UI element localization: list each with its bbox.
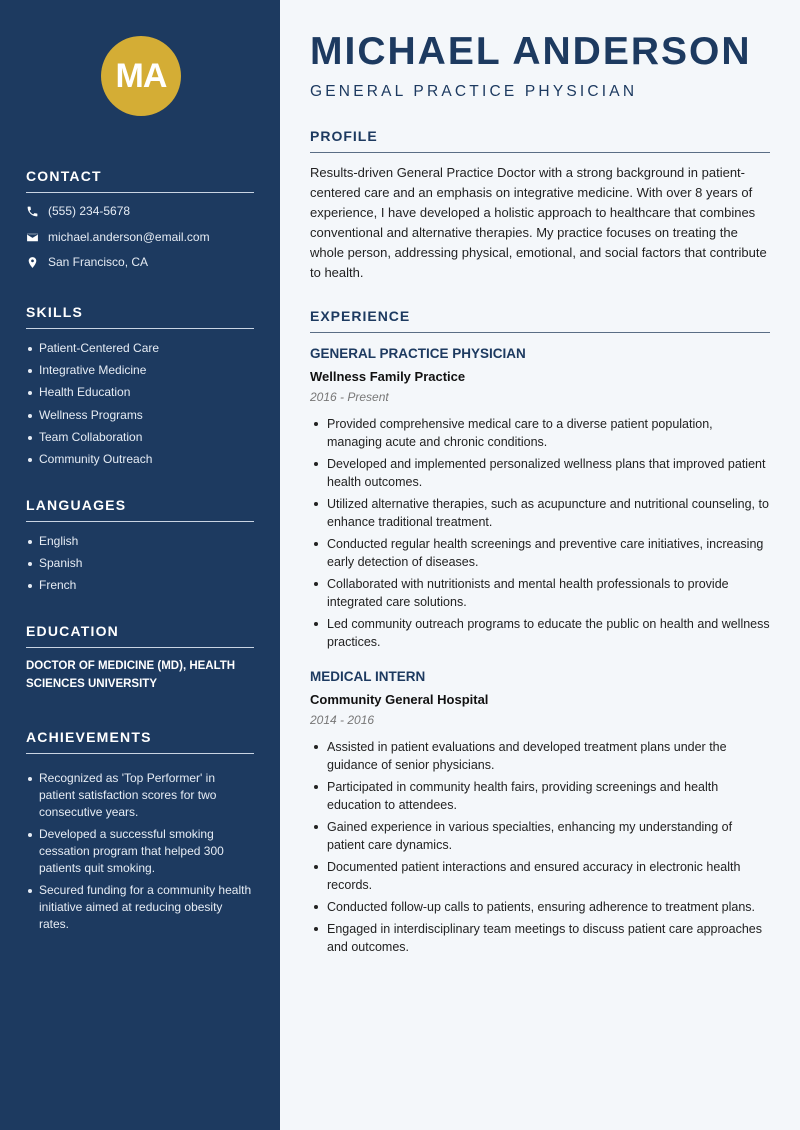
- job-bullet: Gained experience in various specialties, enhancing my understanding of patient care dynamics.: [310, 818, 770, 854]
- contact-email: [26, 230, 210, 244]
- job-bullet: Conducted regular health screenings and preventive care initiatives, increasing early detection of diseases.: [310, 535, 770, 571]
- skill-item: Team Collaboration: [26, 429, 254, 446]
- contact-phone: [26, 204, 130, 218]
- skill-item: Health Education: [26, 384, 254, 401]
- job-title: MEDICAL INTERN: [310, 669, 426, 684]
- achievement-item: Secured funding for a community health initiative aimed at reducing obesity rates.: [26, 882, 254, 933]
- education-heading: EDUCATION: [26, 623, 254, 648]
- job-bullets: [310, 738, 770, 956]
- skills-heading: SKILLS: [26, 304, 254, 329]
- candidate-title: GENERAL PRACTICE PHYSICIAN: [310, 83, 638, 100]
- contact-location: [26, 255, 148, 269]
- job-dates: 2014 - 2016: [310, 713, 375, 727]
- job-company: Wellness Family Practice: [310, 369, 466, 384]
- education-degree: DOCTOR OF MEDICINE (MD), HEALTH SCIENCES UNIVERSITY: [26, 660, 236, 690]
- job-bullet: Led community outreach programs to educate the public on health and wellness practices.: [310, 615, 770, 651]
- contact-heading: CONTACT: [26, 168, 254, 193]
- skill-item: Wellness Programs: [26, 407, 254, 424]
- location-text: San Francisco, CA: [48, 255, 149, 269]
- skill-item: Patient-Centered Care: [26, 340, 254, 357]
- skills-list: [26, 340, 254, 468]
- job-entry: [310, 669, 770, 960]
- achievements-list: [26, 770, 254, 933]
- candidate-name: MICHAEL ANDERSON: [310, 30, 752, 73]
- location-pin-icon: [26, 256, 39, 269]
- phone-icon: [26, 205, 39, 218]
- languages-heading: LANGUAGES: [26, 497, 254, 522]
- language-item: French: [26, 577, 254, 594]
- language-item: English: [26, 533, 254, 550]
- skill-item: Integrative Medicine: [26, 362, 254, 379]
- skill-item: Community Outreach: [26, 451, 254, 468]
- achievement-item: Recognized as 'Top Performer' in patient satisfaction scores for two consecutive years.: [26, 770, 254, 821]
- job-bullets: [310, 415, 770, 651]
- job-bullet: Documented patient interactions and ensured accuracy in electronic health records.: [310, 858, 770, 894]
- language-item: Spanish: [26, 555, 254, 572]
- email-text: michael.anderson@email.com: [48, 230, 210, 244]
- job-bullet: Assisted in patient evaluations and developed treatment plans under the guidance of senior physicians.: [310, 738, 770, 774]
- job-title: GENERAL PRACTICE PHYSICIAN: [310, 346, 526, 361]
- job-bullet: Collaborated with nutritionists and mental health professionals to provide integrated care solutions.: [310, 575, 770, 611]
- job-bullet: Engaged in interdisciplinary team meetings to discuss patient care approaches and outcomes.: [310, 920, 770, 956]
- languages-list: [26, 533, 254, 594]
- email-icon: [26, 231, 39, 244]
- job-company: Community General Hospital: [310, 692, 489, 707]
- phone-text: (555) 234-5678: [48, 204, 131, 218]
- job-bullet: Developed and implemented personalized wellness plans that improved patient health outcomes.: [310, 455, 770, 491]
- avatar: MA: [101, 36, 181, 116]
- job-entry: [310, 346, 770, 655]
- experience-heading: EXPERIENCE: [310, 308, 770, 333]
- profile-text: Results-driven General Practice Doctor with a strong background in patient-centered care and an emphasis on integrative medicine. With over 8 years of experience, I have developed a holistic approach to healthcare that combines conventional and alternative therapies. My practice focuses on treating the whole person, addressing physical, emotional, and social factors that contribute to health.: [310, 165, 767, 280]
- job-bullet: Conducted follow-up calls to patients, ensuring adherence to treatment plans.: [310, 898, 770, 916]
- job-bullet: Provided comprehensive medical care to a diverse patient population, managing acute and chronic conditions.: [310, 415, 770, 451]
- job-dates: 2016 - Present: [310, 390, 389, 404]
- achievements-heading: ACHIEVEMENTS: [26, 729, 254, 754]
- job-bullet: Participated in community health fairs, providing screenings and health education to attendees.: [310, 778, 770, 814]
- profile-heading: PROFILE: [310, 128, 770, 153]
- sidebar: [0, 0, 280, 1130]
- job-bullet: Utilized alternative therapies, such as acupuncture and nutritional counseling, to enhance traditional treatment.: [310, 495, 770, 531]
- achievement-item: Developed a successful smoking cessation program that helped 300 patients quit smoking.: [26, 826, 254, 877]
